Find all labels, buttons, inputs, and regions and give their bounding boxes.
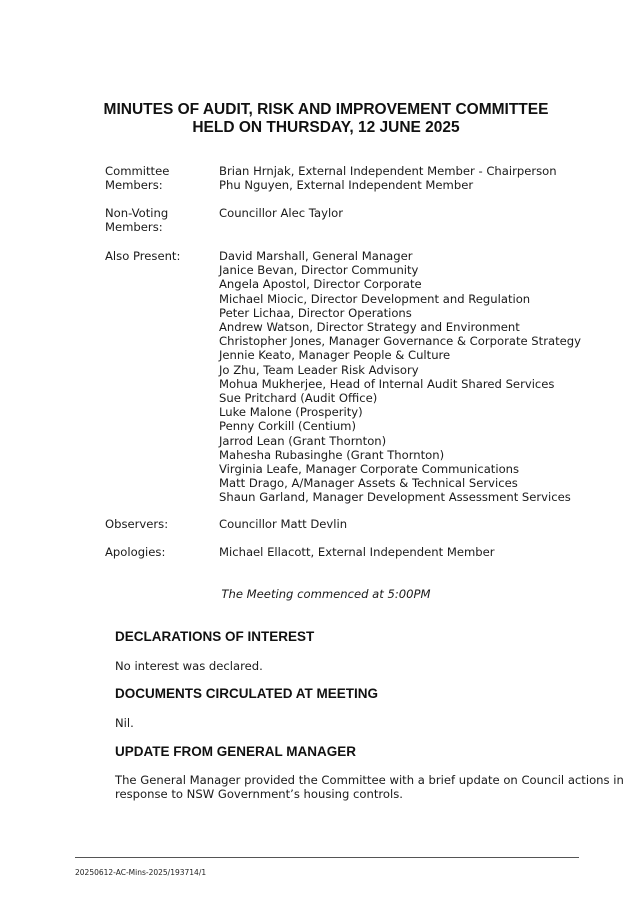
title-line-2: HELD ON THURSDAY, 12 JUNE 2025 (192, 119, 460, 136)
also-present-list (219, 249, 579, 505)
attendee: Peter Lichaa, Director Operations (219, 305, 412, 320)
attendee: Brian Hrnjak, External Independent Member - Chairperson (219, 164, 557, 178)
attendee: Penny Corkill (Centium) (219, 419, 357, 434)
observers-list (219, 517, 579, 531)
update-text: The General Manager provided the Committee with a brief update on Council actions in response to NSW Government’s housing controls. (115, 773, 624, 802)
attendee: Jo Zhu, Team Leader Risk Advisory (219, 362, 419, 377)
attendee: Sue Pritchard (Audit Office) (219, 391, 378, 406)
non-voting-members-list (219, 206, 579, 220)
attendee: Jarrod Lean (Grant Thornton) (219, 433, 387, 448)
attendee: David Marshall, General Manager (219, 249, 413, 263)
attendee: Mahesha Rubasinghe (Grant Thornton) (219, 447, 445, 462)
attendee: Christopher Jones, Manager Governance & Corporate Strategy (219, 334, 581, 349)
attendee: Andrew Watson, Director Strategy and Environment (219, 320, 520, 335)
attendee: Councillor Alec Taylor (219, 206, 344, 220)
attendee: Janice Bevan, Director Community (219, 263, 419, 278)
also-present-label: Also Present: (105, 249, 181, 263)
attendee: Councillor Matt Devlin (219, 517, 348, 531)
title-line-1: MINUTES OF AUDIT, RISK AND IMPROVEMENT COMMITTEE (103, 101, 549, 118)
meeting-commenced-note: The Meeting commenced at 5:00PM (221, 587, 431, 601)
non-voting-members-label: Non-Voting Members: (105, 206, 169, 235)
attendee: Shaun Garland, Manager Development Assessment Services (219, 490, 571, 505)
committee-members-list (219, 164, 579, 192)
attendee: Phu Nguyen, External Independent Member (219, 178, 474, 193)
apologies-list (219, 545, 579, 559)
document-title (0, 101, 637, 137)
observers-label: Observers: (105, 517, 169, 531)
attendee: Luke Malone (Prosperity) (219, 405, 363, 420)
documents-text: Nil. (115, 716, 134, 730)
attendee: Michael Ellacott, External Independent Member (219, 545, 495, 559)
footer-divider (75, 857, 579, 858)
attendee: Matt Drago, A/Manager Assets & Technical Services (219, 476, 518, 491)
heading-documents-circulated: DOCUMENTS CIRCULATED AT MEETING (115, 686, 378, 701)
committee-members-label: Committee Members: (105, 164, 170, 193)
attendee: Virginia Leafe, Manager Corporate Communications (219, 462, 520, 477)
declarations-text: No interest was declared. (115, 659, 263, 673)
attendee: Jennie Keato, Manager People & Culture (219, 348, 451, 363)
heading-declarations-of-interest: DECLARATIONS OF INTEREST (115, 629, 315, 644)
document-reference: 20250612-AC-Mins-2025/193714/1 (75, 868, 207, 877)
attendee: Angela Apostol, Director Corporate (219, 277, 422, 292)
apologies-label: Apologies: (105, 545, 166, 559)
attendee: Mohua Mukherjee, Head of Internal Audit Shared Services (219, 376, 555, 391)
attendee: Michael Miocic, Director Development and Regulation (219, 291, 531, 306)
heading-update-from-general-manager: UPDATE FROM GENERAL MANAGER (115, 744, 357, 759)
